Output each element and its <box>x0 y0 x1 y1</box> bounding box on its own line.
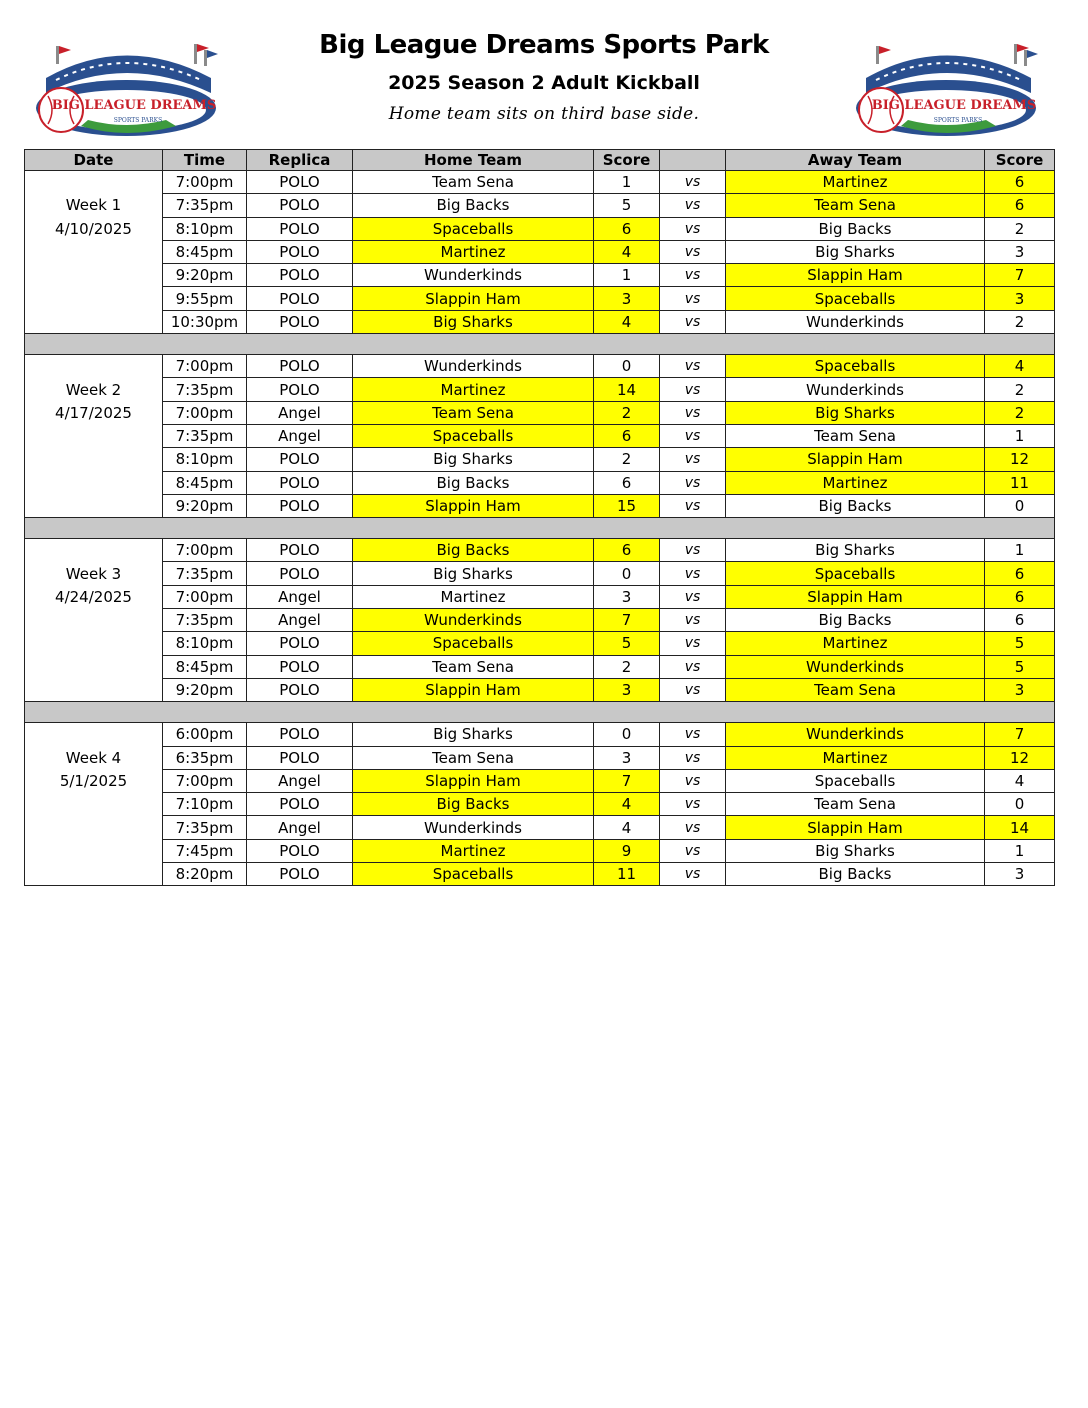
away-team: Martinez <box>726 632 985 655</box>
home-team: Martinez <box>353 240 594 263</box>
away-team: Big Sharks <box>726 240 985 263</box>
away-score: 0 <box>985 793 1055 816</box>
table-row <box>25 562 1055 585</box>
away-score: 5 <box>985 655 1055 678</box>
away-score: 5 <box>985 632 1055 655</box>
game-time: 8:20pm <box>163 863 247 886</box>
home-score: 14 <box>594 378 660 401</box>
column-header-vs <box>660 150 726 171</box>
away-score: 3 <box>985 863 1055 886</box>
vs-label: vs <box>660 424 726 447</box>
field-replica: POLO <box>247 494 353 517</box>
table-row <box>25 378 1055 401</box>
vs-label: vs <box>660 494 726 517</box>
date-cell <box>25 355 163 378</box>
field-replica: POLO <box>247 264 353 287</box>
away-team: Team Sena <box>726 793 985 816</box>
away-score: 3 <box>985 287 1055 310</box>
field-replica: POLO <box>247 632 353 655</box>
date-cell <box>25 793 163 816</box>
home-score: 2 <box>594 655 660 678</box>
home-score: 4 <box>594 816 660 839</box>
table-row <box>25 310 1055 333</box>
week-label: Week 1 <box>25 194 163 217</box>
away-score: 6 <box>985 609 1055 632</box>
week-date: 4/17/2025 <box>25 401 163 424</box>
home-score: 6 <box>594 539 660 562</box>
date-cell <box>25 424 163 447</box>
field-replica: POLO <box>247 562 353 585</box>
away-team: Team Sena <box>726 678 985 701</box>
field-replica: Angel <box>247 769 353 792</box>
table-row <box>25 471 1055 494</box>
table-row <box>25 609 1055 632</box>
date-cell <box>25 494 163 517</box>
field-replica: POLO <box>247 310 353 333</box>
vs-label: vs <box>660 401 726 424</box>
game-time: 7:35pm <box>163 609 247 632</box>
table-row <box>25 217 1055 240</box>
home-team: Martinez <box>353 585 594 608</box>
away-score: 4 <box>985 355 1055 378</box>
vs-label: vs <box>660 746 726 769</box>
field-replica: Angel <box>247 585 353 608</box>
field-replica: POLO <box>247 194 353 217</box>
game-time: 9:20pm <box>163 264 247 287</box>
column-header-home-team: Home Team <box>353 150 594 171</box>
home-team: Big Sharks <box>353 448 594 471</box>
away-score: 1 <box>985 839 1055 862</box>
game-time: 9:20pm <box>163 494 247 517</box>
home-score: 0 <box>594 562 660 585</box>
field-replica: POLO <box>247 171 353 194</box>
away-team: Wunderkinds <box>726 655 985 678</box>
date-cell <box>25 171 163 194</box>
home-score: 0 <box>594 723 660 746</box>
date-cell <box>25 240 163 263</box>
away-score: 6 <box>985 171 1055 194</box>
away-score: 11 <box>985 471 1055 494</box>
vs-label: vs <box>660 287 726 310</box>
home-score: 6 <box>594 217 660 240</box>
home-score: 11 <box>594 863 660 886</box>
game-time: 7:00pm <box>163 585 247 608</box>
column-header-away-team: Away Team <box>726 150 985 171</box>
home-score: 4 <box>594 793 660 816</box>
home-team: Big Sharks <box>353 723 594 746</box>
field-replica: POLO <box>247 217 353 240</box>
logo-text: BIG LEAGUE DREAMS <box>871 98 1037 113</box>
game-time: 7:00pm <box>163 171 247 194</box>
column-header-away-score: Score <box>985 150 1055 171</box>
vs-label: vs <box>660 355 726 378</box>
table-row <box>25 264 1055 287</box>
table-row <box>25 539 1055 562</box>
home-team: Martinez <box>353 839 594 862</box>
away-score: 4 <box>985 769 1055 792</box>
home-team: Big Backs <box>353 471 594 494</box>
home-score: 9 <box>594 839 660 862</box>
home-score: 2 <box>594 448 660 471</box>
home-team: Spaceballs <box>353 863 594 886</box>
game-time: 8:10pm <box>163 217 247 240</box>
home-score: 15 <box>594 494 660 517</box>
vs-label: vs <box>660 839 726 862</box>
away-team: Martinez <box>726 746 985 769</box>
away-team: Slappin Ham <box>726 585 985 608</box>
table-row <box>25 448 1055 471</box>
separator-cell <box>25 518 1055 539</box>
date-cell <box>25 264 163 287</box>
game-time: 7:35pm <box>163 562 247 585</box>
logo-subtext: SPORTS PARKS <box>933 117 983 124</box>
away-score: 7 <box>985 723 1055 746</box>
home-score: 0 <box>594 355 660 378</box>
away-score: 1 <box>985 424 1055 447</box>
column-header-date: Date <box>25 150 163 171</box>
page-subtitle: 2025 Season 2 Adult Kickball <box>388 72 700 94</box>
away-team: Big Sharks <box>726 539 985 562</box>
game-time: 7:00pm <box>163 539 247 562</box>
game-time: 6:00pm <box>163 723 247 746</box>
week-separator-row <box>25 334 1055 355</box>
vs-label: vs <box>660 816 726 839</box>
table-row <box>25 240 1055 263</box>
logo-subtext: SPORTS PARKS <box>113 117 163 124</box>
table-row <box>25 287 1055 310</box>
table-row <box>25 678 1055 701</box>
game-time: 7:35pm <box>163 816 247 839</box>
home-team: Wunderkinds <box>353 609 594 632</box>
date-cell <box>25 632 163 655</box>
vs-label: vs <box>660 655 726 678</box>
away-team: Martinez <box>726 471 985 494</box>
away-team: Big Sharks <box>726 839 985 862</box>
table-row <box>25 863 1055 886</box>
table-row <box>25 194 1055 217</box>
vs-label: vs <box>660 448 726 471</box>
home-team: Slappin Ham <box>353 494 594 517</box>
date-cell <box>25 839 163 862</box>
field-replica: POLO <box>247 471 353 494</box>
game-time: 9:20pm <box>163 678 247 701</box>
column-header-replica: Replica <box>247 150 353 171</box>
home-score: 5 <box>594 194 660 217</box>
page-header <box>0 0 1088 140</box>
away-team: Wunderkinds <box>726 723 985 746</box>
date-cell <box>25 471 163 494</box>
home-team: Wunderkinds <box>353 816 594 839</box>
away-team: Spaceballs <box>726 355 985 378</box>
away-score: 6 <box>985 562 1055 585</box>
field-replica: Angel <box>247 816 353 839</box>
field-replica: POLO <box>247 287 353 310</box>
table-row <box>25 424 1055 447</box>
week-date: 5/1/2025 <box>25 769 163 792</box>
home-score: 2 <box>594 401 660 424</box>
away-team: Big Backs <box>726 609 985 632</box>
vs-label: vs <box>660 863 726 886</box>
home-team: Team Sena <box>353 401 594 424</box>
schedule-body <box>25 171 1055 886</box>
field-replica: Angel <box>247 609 353 632</box>
game-time: 7:35pm <box>163 378 247 401</box>
date-cell <box>25 655 163 678</box>
away-score: 2 <box>985 310 1055 333</box>
game-time: 7:00pm <box>163 401 247 424</box>
away-team: Wunderkinds <box>726 310 985 333</box>
game-time: 7:35pm <box>163 424 247 447</box>
field-replica: POLO <box>247 240 353 263</box>
separator-cell <box>25 334 1055 355</box>
vs-label: vs <box>660 471 726 494</box>
away-team: Team Sena <box>726 194 985 217</box>
home-score: 5 <box>594 632 660 655</box>
home-team: Slappin Ham <box>353 678 594 701</box>
away-score: 3 <box>985 678 1055 701</box>
home-score: 3 <box>594 678 660 701</box>
table-row <box>25 585 1055 608</box>
table-row <box>25 769 1055 792</box>
vs-label: vs <box>660 609 726 632</box>
table-row <box>25 355 1055 378</box>
field-replica: POLO <box>247 723 353 746</box>
date-cell <box>25 723 163 746</box>
date-cell <box>25 863 163 886</box>
away-score: 3 <box>985 240 1055 263</box>
home-score: 3 <box>594 287 660 310</box>
home-score: 4 <box>594 240 660 263</box>
away-team: Team Sena <box>726 424 985 447</box>
table-row <box>25 171 1055 194</box>
home-team: Big Sharks <box>353 310 594 333</box>
field-replica: POLO <box>247 793 353 816</box>
game-time: 8:10pm <box>163 448 247 471</box>
game-time: 8:45pm <box>163 655 247 678</box>
table-row <box>25 401 1055 424</box>
away-score: 2 <box>985 378 1055 401</box>
week-date: 4/24/2025 <box>25 585 163 608</box>
date-cell <box>25 448 163 471</box>
away-team: Big Sharks <box>726 401 985 424</box>
away-score: 0 <box>985 494 1055 517</box>
date-cell <box>25 310 163 333</box>
home-score: 7 <box>594 769 660 792</box>
vs-label: vs <box>660 793 726 816</box>
vs-label: vs <box>660 264 726 287</box>
date-cell <box>25 678 163 701</box>
home-score: 1 <box>594 264 660 287</box>
table-row <box>25 839 1055 862</box>
table-row <box>25 494 1055 517</box>
week-label: Week 4 <box>25 746 163 769</box>
table-row <box>25 816 1055 839</box>
away-team: Spaceballs <box>726 287 985 310</box>
vs-label: vs <box>660 171 726 194</box>
column-header-time: Time <box>163 150 247 171</box>
home-team: Team Sena <box>353 655 594 678</box>
home-team: Slappin Ham <box>353 287 594 310</box>
away-score: 1 <box>985 539 1055 562</box>
home-score: 7 <box>594 609 660 632</box>
date-cell <box>25 816 163 839</box>
table-row <box>25 723 1055 746</box>
away-team: Wunderkinds <box>726 378 985 401</box>
home-team: Big Sharks <box>353 562 594 585</box>
page-title: Big League Dreams Sports Park <box>319 30 769 60</box>
week-label: Week 3 <box>25 562 163 585</box>
week-separator-row <box>25 702 1055 723</box>
away-score: 2 <box>985 217 1055 240</box>
away-team: Martinez <box>726 171 985 194</box>
game-time: 9:55pm <box>163 287 247 310</box>
away-score: 14 <box>985 816 1055 839</box>
schedule-table <box>24 149 1055 886</box>
away-team: Big Backs <box>726 494 985 517</box>
game-time: 7:45pm <box>163 839 247 862</box>
away-score: 6 <box>985 585 1055 608</box>
home-score: 3 <box>594 585 660 608</box>
away-score: 12 <box>985 746 1055 769</box>
home-team: Spaceballs <box>353 217 594 240</box>
home-team: Spaceballs <box>353 424 594 447</box>
home-team: Big Backs <box>353 194 594 217</box>
field-replica: POLO <box>247 655 353 678</box>
vs-label: vs <box>660 539 726 562</box>
field-replica: POLO <box>247 539 353 562</box>
away-score: 7 <box>985 264 1055 287</box>
field-replica: POLO <box>247 678 353 701</box>
away-team: Spaceballs <box>726 769 985 792</box>
vs-label: vs <box>660 723 726 746</box>
vs-label: vs <box>660 678 726 701</box>
logo-text: BIG LEAGUE DREAMS <box>51 98 217 113</box>
away-team: Spaceballs <box>726 562 985 585</box>
vs-label: vs <box>660 310 726 333</box>
field-replica: POLO <box>247 839 353 862</box>
home-team: Wunderkinds <box>353 264 594 287</box>
away-team: Slappin Ham <box>726 448 985 471</box>
column-header-home-score: Score <box>594 150 660 171</box>
week-separator-row <box>25 518 1055 539</box>
date-cell <box>25 609 163 632</box>
week-label: Week 2 <box>25 378 163 401</box>
vs-label: vs <box>660 378 726 401</box>
game-time: 10:30pm <box>163 310 247 333</box>
separator-cell <box>25 702 1055 723</box>
away-score: 12 <box>985 448 1055 471</box>
field-replica: POLO <box>247 355 353 378</box>
vs-label: vs <box>660 194 726 217</box>
game-time: 7:00pm <box>163 769 247 792</box>
home-team: Team Sena <box>353 746 594 769</box>
away-team: Slappin Ham <box>726 264 985 287</box>
home-team: Wunderkinds <box>353 355 594 378</box>
home-score: 3 <box>594 746 660 769</box>
home-team: Team Sena <box>353 171 594 194</box>
home-score: 1 <box>594 171 660 194</box>
table-row <box>25 746 1055 769</box>
home-team: Spaceballs <box>353 632 594 655</box>
date-cell <box>25 287 163 310</box>
home-team: Martinez <box>353 378 594 401</box>
home-team: Slappin Ham <box>353 769 594 792</box>
vs-label: vs <box>660 632 726 655</box>
vs-label: vs <box>660 217 726 240</box>
game-time: 7:00pm <box>163 355 247 378</box>
field-replica: Angel <box>247 401 353 424</box>
away-team: Slappin Ham <box>726 816 985 839</box>
home-team: Big Backs <box>353 793 594 816</box>
game-time: 6:35pm <box>163 746 247 769</box>
away-team: Big Backs <box>726 217 985 240</box>
date-cell <box>25 539 163 562</box>
field-replica: Angel <box>247 424 353 447</box>
game-time: 8:45pm <box>163 471 247 494</box>
game-time: 7:10pm <box>163 793 247 816</box>
home-score: 6 <box>594 471 660 494</box>
vs-label: vs <box>660 240 726 263</box>
home-team: Big Backs <box>353 539 594 562</box>
away-team: Big Backs <box>726 863 985 886</box>
table-row <box>25 655 1055 678</box>
game-time: 7:35pm <box>163 194 247 217</box>
game-time: 8:10pm <box>163 632 247 655</box>
table-header-row <box>25 150 1055 171</box>
field-replica: POLO <box>247 746 353 769</box>
vs-label: vs <box>660 769 726 792</box>
week-date: 4/10/2025 <box>25 217 163 240</box>
field-replica: POLO <box>247 448 353 471</box>
seating-note: Home team sits on third base side. <box>388 104 700 124</box>
vs-label: vs <box>660 585 726 608</box>
field-replica: POLO <box>247 863 353 886</box>
big-league-dreams-logo <box>846 38 1046 138</box>
table-row <box>25 793 1055 816</box>
away-score: 6 <box>985 194 1055 217</box>
home-score: 6 <box>594 424 660 447</box>
vs-label: vs <box>660 562 726 585</box>
table-row <box>25 632 1055 655</box>
away-score: 2 <box>985 401 1055 424</box>
field-replica: POLO <box>247 378 353 401</box>
home-score: 4 <box>594 310 660 333</box>
game-time: 8:45pm <box>163 240 247 263</box>
